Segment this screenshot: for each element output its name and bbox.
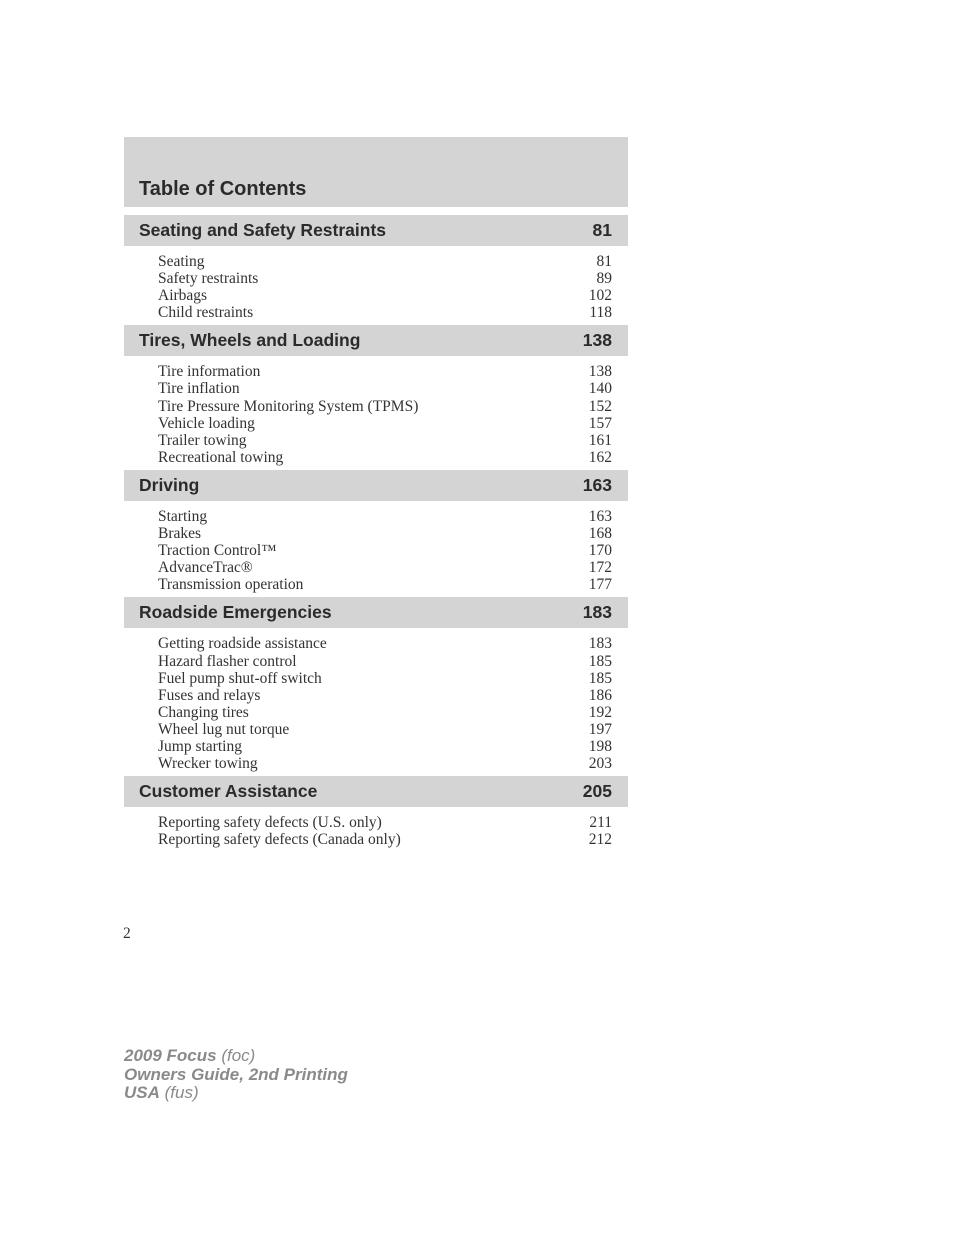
section-items: [124, 628, 628, 776]
toc-entry-page: 152: [588, 397, 612, 415]
page-number: 2: [123, 925, 131, 942]
toc-entry-label: Brakes: [158, 525, 202, 543]
footer-line-3: [124, 1084, 348, 1103]
toc-entry[interactable]: [158, 755, 612, 772]
toc-entry-label: Tire information: [158, 363, 261, 381]
toc-entry-label: Hazard flasher control: [158, 652, 297, 670]
section-page: 138: [582, 330, 612, 351]
footer-guide: Owners Guide, 2nd Printing: [124, 1064, 348, 1084]
section-items: [124, 356, 628, 470]
toc-entry-label: Reporting safety defects (U.S. only): [158, 814, 382, 832]
section-heading[interactable]: [124, 470, 628, 501]
toc-entry[interactable]: [158, 253, 612, 270]
toc-entry[interactable]: [158, 738, 612, 755]
footer-model: 2009 Focus: [124, 1046, 217, 1065]
section-page: 81: [592, 220, 612, 240]
section-items: [124, 246, 628, 325]
toc-entry-page: 211: [589, 814, 612, 832]
toc-entry-page: 212: [588, 831, 612, 849]
footer-line-1: [124, 1047, 348, 1066]
toc-entry[interactable]: [158, 721, 612, 738]
toc-entry[interactable]: [158, 508, 612, 525]
toc-entry-label: Reporting safety defects (Canada only): [158, 831, 401, 849]
toc-entry[interactable]: [158, 814, 612, 831]
section-title: Customer Assistance: [139, 781, 318, 802]
toc-entry-page: 102: [588, 287, 612, 305]
toc-entry[interactable]: [158, 449, 612, 466]
toc-entry-page: 185: [588, 652, 612, 670]
toc-entry-page: 183: [588, 635, 612, 653]
toc-entry-label: Getting roadside assistance: [158, 635, 327, 653]
toc-entry-label: Seating: [158, 253, 205, 270]
toc-entry[interactable]: [158, 432, 612, 449]
section-items: [124, 501, 628, 597]
toc-entry[interactable]: [158, 287, 612, 304]
section-page: 163: [582, 474, 612, 495]
footer-market-code: (fus): [164, 1083, 199, 1102]
section-items: [124, 807, 628, 852]
section-heading[interactable]: [124, 776, 628, 807]
toc-title: Table of Contents: [139, 178, 307, 200]
toc-entry-page: 197: [588, 720, 612, 738]
toc-entry[interactable]: [158, 635, 612, 652]
toc-entry[interactable]: [158, 831, 612, 848]
toc-entry-label: Wheel lug nut torque: [158, 720, 290, 738]
toc-entry-page: 138: [588, 363, 612, 381]
toc-header: [124, 137, 628, 207]
toc-entry-page: 177: [588, 576, 612, 594]
toc-entry-page: 198: [588, 737, 612, 755]
toc-entry[interactable]: [158, 304, 612, 321]
toc-entry[interactable]: [158, 270, 612, 287]
toc-entry-page: 172: [588, 559, 612, 577]
toc-entry-page: 161: [588, 431, 612, 449]
toc-entry[interactable]: [158, 653, 612, 670]
toc-entry-page: 162: [588, 448, 612, 466]
footer-model-code: (foc): [221, 1046, 256, 1065]
toc-entry-label: Transmission operation: [158, 576, 304, 594]
toc-entry-page: 118: [589, 304, 612, 322]
toc-entry-page: 186: [588, 686, 612, 704]
toc-entry[interactable]: [158, 687, 612, 704]
toc-entry-label: Wrecker towing: [158, 755, 258, 773]
toc-entry-page: 157: [588, 414, 612, 432]
section-title: Seating and Safety Restraints: [139, 220, 387, 240]
toc-entry-label: Vehicle loading: [158, 414, 255, 432]
toc-entry-label: Jump starting: [158, 737, 242, 755]
section-title: Tires, Wheels and Loading: [139, 330, 361, 351]
section-page: 183: [582, 602, 612, 623]
toc-entry-label: Trailer towing: [158, 431, 247, 449]
toc-entry[interactable]: [158, 576, 612, 593]
section-heading[interactable]: [124, 325, 628, 356]
section-title: Driving: [139, 474, 200, 495]
toc-entry-label: AdvanceTrac®: [158, 559, 253, 577]
toc-entry[interactable]: [158, 542, 612, 559]
toc-entry-page: 168: [588, 525, 612, 543]
footer-market: USA: [124, 1083, 160, 1102]
toc-entry-page: 140: [588, 380, 612, 398]
toc-entry-label: Starting: [158, 507, 208, 525]
toc-entry-label: Recreational towing: [158, 448, 284, 466]
toc-entry-label: Fuel pump shut-off switch: [158, 669, 322, 687]
toc-entry-page: 163: [588, 507, 612, 525]
toc-sections: [124, 215, 628, 852]
toc-entry[interactable]: [158, 559, 612, 576]
toc-entry-label: Tire Pressure Monitoring System (TPMS): [158, 397, 419, 415]
toc-entry[interactable]: [158, 380, 612, 397]
toc-entry-page: 192: [588, 703, 612, 721]
toc-entry-page: 203: [588, 755, 612, 773]
toc-entry-page: 185: [588, 669, 612, 687]
toc-entry[interactable]: [158, 363, 612, 380]
toc-entry[interactable]: [158, 525, 612, 542]
toc-entry[interactable]: [158, 398, 612, 415]
footer-line-2: [124, 1066, 348, 1085]
toc-entry-label: Child restraints: [158, 304, 254, 322]
toc-entry-label: Fuses and relays: [158, 686, 261, 704]
toc-entry-label: Tire inflation: [158, 380, 240, 398]
section-title: Roadside Emergencies: [139, 602, 332, 623]
section-page: 205: [582, 781, 612, 802]
toc-entry-page: 170: [588, 542, 612, 560]
table-of-contents: [124, 137, 628, 852]
section-heading[interactable]: [124, 597, 628, 628]
toc-entry[interactable]: [158, 415, 612, 432]
toc-entry-page: 89: [596, 270, 612, 288]
toc-entry-page: 81: [596, 253, 612, 270]
toc-entry-label: Safety restraints: [158, 270, 259, 288]
toc-entry-label: Changing tires: [158, 703, 249, 721]
toc-entry[interactable]: [158, 704, 612, 721]
section-heading[interactable]: [124, 215, 628, 246]
footer: [124, 1047, 348, 1103]
toc-entry-label: Airbags: [158, 287, 208, 305]
toc-entry-label: Traction Control™: [158, 542, 277, 560]
toc-entry[interactable]: [158, 670, 612, 687]
